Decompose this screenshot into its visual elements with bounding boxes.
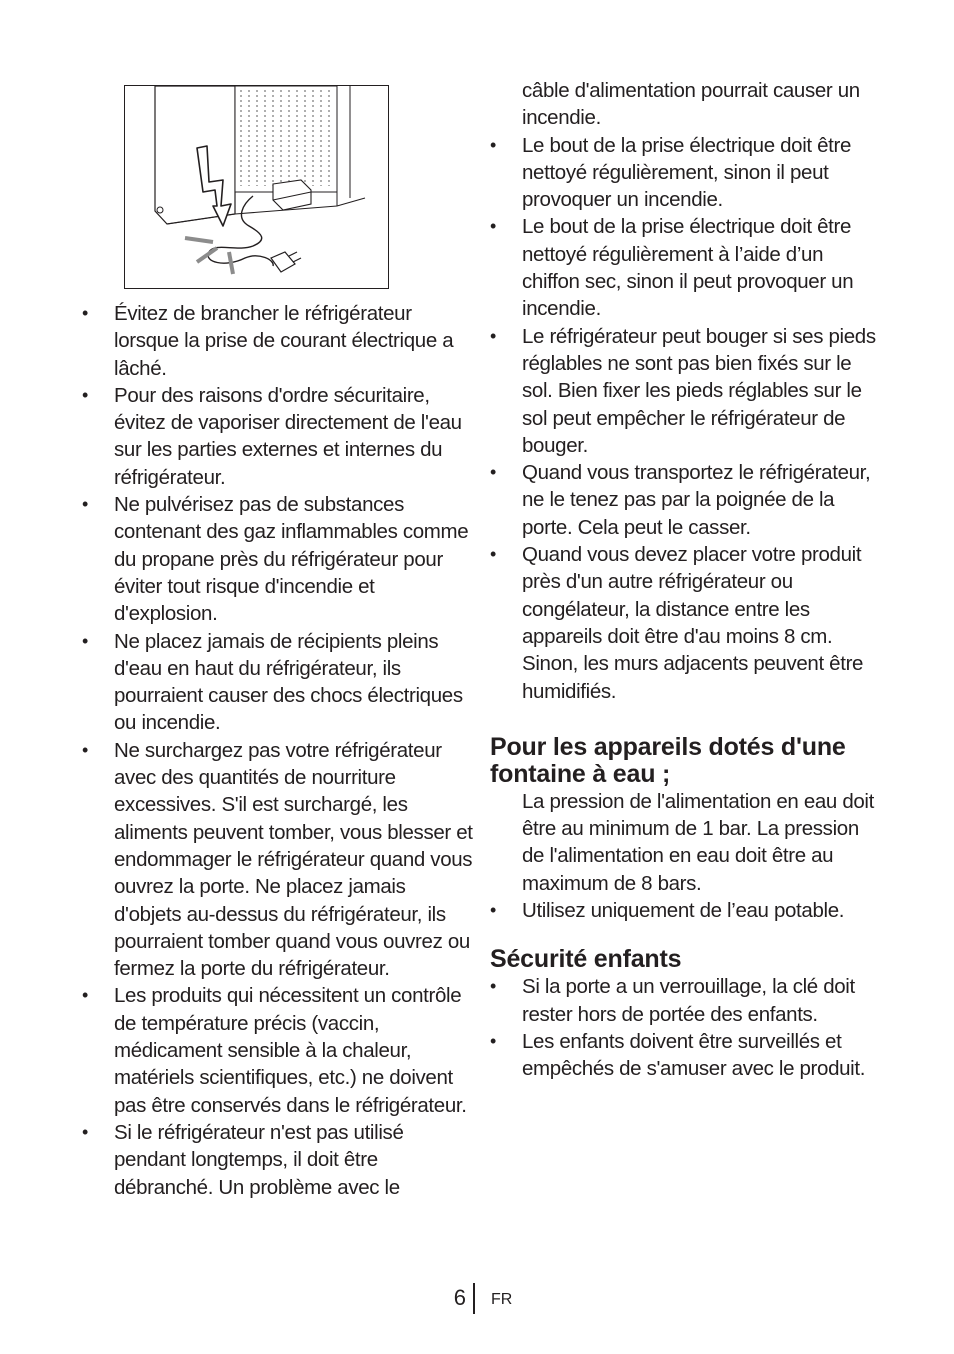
list-item: • Ne placez jamais de récipients pleins d'eau en haut du réfrigérateur, ils pourraient causer des chocs électriques ou incendie. — [82, 628, 474, 737]
list-item: • Utilisez uniquement de l’eau potable. — [490, 897, 880, 924]
list-item: • Évitez de brancher le réfrigérateur lorsque la prise de courant électrique a lâché. — [82, 300, 474, 382]
safety-list-left — [82, 300, 474, 1201]
language-code: FR — [491, 1291, 513, 1308]
list-item: • Le bout de la prise électrique doit être nettoyé régulièrement à l’aide d’un chiffon sec, sinon il peut provoquer un incendie. — [490, 213, 880, 322]
safety-list-right — [490, 132, 880, 705]
list-item: • Les produits qui nécessitent un contrôle de température précis (vaccin, médicament sensible à la chaleur, matériels scientifiques, etc.) ne doivent pas être conservés dans le réfrigérateur. — [82, 982, 474, 1118]
list-item: • Si le réfrigérateur n'est pas utilisé pendant longtemps, il doit être débranché. Un problème avec le — [82, 1119, 474, 1201]
list-item: • Pour des raisons d'ordre sécuritaire, évitez de vaporiser directement de l'eau sur les parties externes et internes du réfrigérateur. — [82, 382, 474, 491]
section-paragraph: La pression de l'alimentation en eau doit être au minimum de 1 bar. La pression de l'alimentation en eau doit être au maximum de 8 bars. — [522, 789, 874, 895]
list-item: • Ne surchargez pas votre réfrigérateur avec des quantités de nourriture excessives. S'il est surchargé, les aliments peuvent tomber, vous blesser et endommager le réfrigérateur quand vous ouvrez la porte. Ne placez jamais d'objets au-dessus du réfrigérateur, ils pourraient tomber quand vous ouvrez ou fermez la porte du réfrigérateur. — [82, 737, 474, 983]
fridge-power-plug-warning-icon — [125, 86, 388, 288]
section-heading-child-safety: Sécurité enfants — [490, 945, 682, 974]
continued-text: câble d'alimentation pourrait causer un incendie. — [522, 79, 860, 130]
section-heading-water-fountain: Pour les appareils dotés d'une fontaine à eau ; — [490, 732, 846, 788]
list-item: • Si la porte a un verrouillage, la clé doit rester hors de portée des enfants. — [490, 973, 880, 1028]
list-item: • Le bout de la prise électrique doit être nettoyé régulièrement, sinon il peut provoquer un incendie. — [490, 132, 880, 214]
water-list — [490, 897, 880, 924]
child-safety-list — [490, 973, 880, 1082]
list-item: • Le réfrigérateur peut bouger si ses pieds réglables ne sont pas bien fixés sur le sol. Bien fixer les pieds réglables sur le sol peut empêcher le réfrigérateur de bouger. — [490, 323, 880, 459]
fridge-plug-illustration — [124, 85, 389, 289]
list-item: • Ne pulvérisez pas de substances contenant des gaz inflammables comme du propane près du réfrigérateur pour éviter tout risque d'incendie et d'explosion. — [82, 491, 474, 627]
list-item: • Les enfants doivent être surveillés et empêchés de s'amuser avec le produit. — [490, 1028, 880, 1083]
footer-divider — [473, 1283, 475, 1314]
list-item: • Quand vous transportez le réfrigérateur, ne le tenez pas par la poignée de la porte. Cela peut le casser. — [490, 459, 880, 541]
list-item: • Quand vous devez placer votre produit près d'un autre réfrigérateur ou congélateur, la distance entre les appareils doit être d'au moins 8 cm. Sinon, les murs adjacents peuvent être humidifiés. — [490, 541, 880, 705]
page-number: 6 — [453, 1285, 466, 1310]
